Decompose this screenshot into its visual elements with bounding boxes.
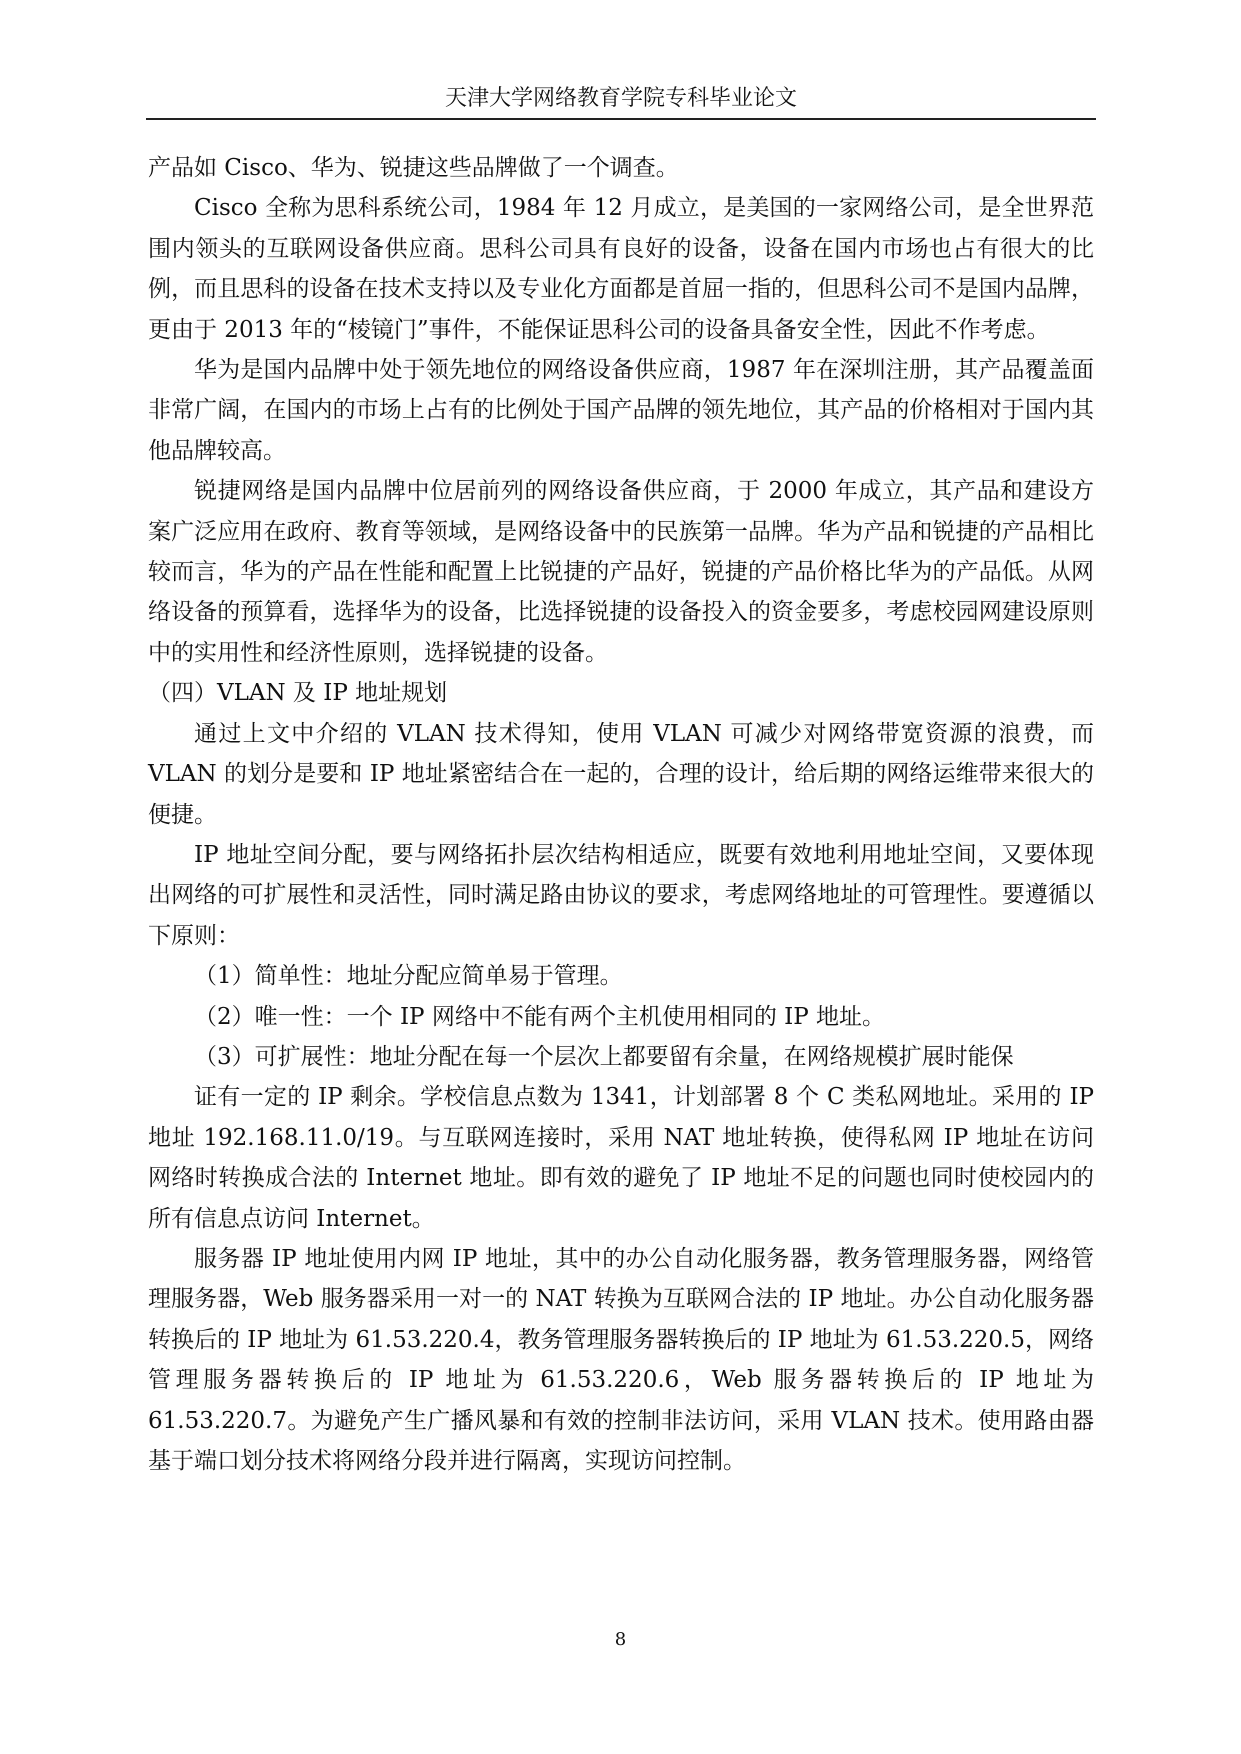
paragraph: 服务器 IP 地址使用内网 IP 地址，其中的办公自动化服务器，教务管理服务器，网络管理服务器，Web 服务器采用一对一的 NAT 转换为互联网合法的 IP 地址。办公自动化服务器转换后的 IP 地址为 61.53.220.4，教务管理服务器转换后的 IP 地址为 61.53.220.5，网络管理服务器转换后的 IP 地址为 61.53.220.6，Web 服务器转换后的 IP 地址为 61.53.220.7。为避免产生广播风暴和有效的控制非法访问，采用 VLAN 技术。使用路由器基于端口划分技术将网络分段并进行隔离，实现访问控制。	[148, 1245, 1094, 1474]
paragraph: 锐捷网络是国内品牌中位居前列的网络设备供应商，于 2000 年成立，其产品和建设方案广泛应用在政府、教育等领域，是网络设备中的民族第一品牌。华为产品和锐捷的产品相比较而言，华为的产品在性能和配置上比锐捷的产品好，锐捷的产品价格比华为的产品低。从网络设备的预算看，选择华为的设备，比选择锐捷的设备投入的资金要多，考虑校园网建设原则中的实用性和经济性原则，选择锐捷的设备。	[148, 478, 1094, 666]
list-item: （3）可扩展性：地址分配在每一个层次上都要留有余量，在网络规模扩展时能保	[194, 1043, 1014, 1070]
paragraph: Cisco 全称为思科系统公司，1984 年 12 月成立，是美国的一家网络公司，是全世界范围内领头的互联网设备供应商。思科公司具有良好的设备，设备在国内市场也占有很大的比例，而且思科的设备在技术支持以及专业化方面都是首屈一指的，但思科公司不是国内品牌，更由于 2013 年的“棱镜门”事件，不能保证思科公司的设备具备安全性，因此不作考虑。	[148, 195, 1094, 343]
list-item: （1）简单性：地址分配应简单易于管理。	[194, 963, 623, 990]
page-header	[146, 84, 1096, 120]
paragraph: 产品如 Cisco、华为、锐捷这些品牌做了一个调查。	[148, 155, 679, 181]
paragraph: IP 地址空间分配，要与网络拓扑层次结构相适应，既要有效地利用地址空间，又要体现出网络的可扩展性和灵活性，同时满足路由协议的要求，考虑网络地址的可管理性。要遵循以下原则：	[148, 841, 1094, 949]
section-heading: （四）VLAN 及 IP 地址规划	[148, 680, 448, 707]
list-item: （2）唯一性：一个 IP 网络中不能有两个主机使用相同的 IP 地址。	[194, 1003, 885, 1030]
paragraph: 证有一定的 IP 剩余。学校信息点数为 1341，计划部署 8 个 C 类私网地址。采用的 IP 地址 192.168.11.0/19。与互联网连接时，采用 NAT 地址转换，使得私网 IP 地址在访问网络时转换成合法的 Internet 地址。即有效的避免了 IP 地址不足的问题也同时使校园内的所有信息点访问 Internet。	[148, 1084, 1095, 1232]
paragraph: 通过上文中介绍的 VLAN 技术得知，使用 VLAN 可减少对网络带宽资源的浪费，而 VLAN 的划分是要和 IP 地址紧密结合在一起的，合理的设计，给后期的网络运维带来很大的便捷。	[148, 720, 1094, 828]
header-title: 天津大学网络教育学院专科毕业论文	[444, 86, 797, 111]
page-number-text: 8	[614, 1629, 627, 1650]
page-number	[0, 1628, 1241, 1652]
paragraph: 华为是国内品牌中处于领先地位的网络设备供应商，1987 年在深圳注册，其产品覆盖面非常广阔，在国内的市场上占有的比例处于国产品牌的领先地位，其产品的价格相对于国内其他品牌较高。	[148, 357, 1094, 464]
body-text	[148, 148, 1094, 1481]
